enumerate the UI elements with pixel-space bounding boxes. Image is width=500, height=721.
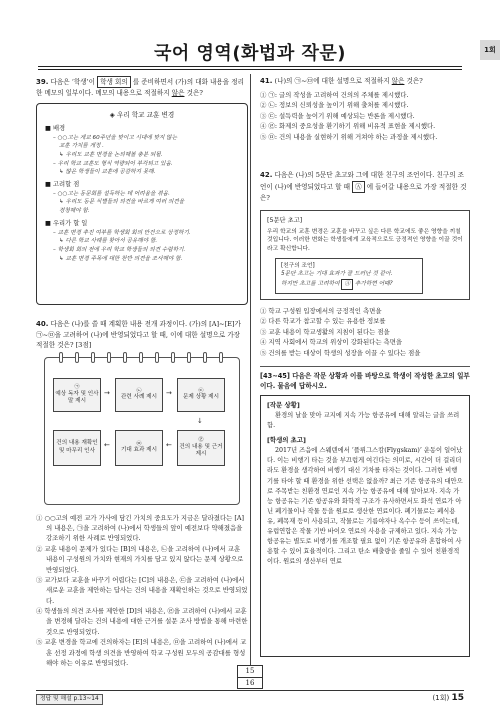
option[interactable]: ⑤ 교훈 변경을 학교에 건의하자는 [E]의 내용은, ㉤을 고려하여 (나)에서 교훈 선정 과정에 학생 의견을 반영하여 학교 구성원 모두의 공감대를 형성해야 하는 이유로 반영되었다. [36, 638, 247, 667]
title-rule [38, 66, 462, 67]
blank-marker: Ⓐ [341, 279, 353, 290]
boxed-term: 학생 회의 [97, 76, 131, 88]
question-number: 41. [260, 77, 273, 85]
advice-box [275, 258, 423, 294]
flow-diagram [44, 357, 240, 505]
q41-options [260, 90, 470, 142]
flow-mark: ㉠ [74, 383, 80, 390]
binder-ring [171, 352, 175, 363]
flow-step-label: 문제 상황 제시 [183, 394, 219, 401]
memo-line: 경청해야 함. [59, 208, 90, 215]
option[interactable]: ② ㉡: 정보의 신뢰성을 높이기 위해 출처를 제시했다. [260, 101, 409, 110]
page-header [0, 0, 500, 78]
memo-line: – ○○고는 동문회를 설득하는 데 어려움을 겪음. [53, 190, 170, 197]
advice-line [281, 279, 417, 290]
round-label: (1회) [432, 694, 450, 702]
arrow-left-icon: ← [166, 440, 172, 449]
answer-note: 정답 및 해설 p.13~14 [36, 694, 103, 705]
page-title: 국어 영역(화법과 작문) [154, 43, 346, 64]
option[interactable]: ② 다른 학교가 참고할 수 있는 유용한 정보를 [260, 317, 386, 326]
question-text: 에 들어갈 내용으로 가장 적절한 것은? [260, 182, 467, 203]
binder-ring [91, 352, 95, 363]
memo-line: ↳ 다른 학교 사례를 찾아서 공유해야 함. [59, 238, 158, 245]
option[interactable]: ③ 교훈 내용이 학교생활의 지침이 된다는 점을 [260, 327, 390, 336]
option[interactable]: ③ ㉢: 설득력을 높이기 위해 예상되는 반론을 제시했다. [260, 111, 415, 120]
blank-marker: Ⓐ [352, 181, 365, 193]
memo-line: – 교훈 변경 추진 여부를 학생회 회의 안건으로 상정하기. [53, 229, 191, 236]
memo-line: – 우리 학교 교훈도 형식 역량되어 부각되고 있음. [53, 160, 173, 167]
binder-ring [59, 352, 63, 363]
arrow-right-icon: → [104, 388, 110, 397]
emphasis-not: 않은 [171, 89, 185, 98]
left-column [36, 76, 248, 668]
question-39 [36, 76, 248, 99]
question-text: 것은? [186, 89, 203, 98]
footer-rule [36, 690, 464, 691]
advice-line: 5문단 초고는 기대 효과가 잘 드러난 것 같아. [281, 271, 393, 278]
binder-ring [139, 352, 143, 363]
option[interactable]: ⑤ 건의를 받는 대상이 학생의 성장을 이끌 수 있다는 점을 [260, 348, 421, 357]
option[interactable]: ① ○○고의 예전 교가 가사에 담긴 가치의 중요도가 지금은 달라졌다는 [A]의 내용은, ㉠을 고려하여 (나)에서 학생들의 앞이 예전보다 약해졌음을 강조하기 위한 사례로 반영되었다. [36, 513, 244, 543]
footer-page [433, 692, 464, 706]
memo-line: ↳ 교훈 변경 주목에 대한 찬반 의견을 조사해야 함. [59, 255, 183, 262]
memo-line: ↳ 우리도 동문 식별들의 의견을 바르게 여러 의견을 [59, 199, 185, 206]
round-tab: 1회 [480, 40, 500, 60]
question-text: 다음은 (나)를 쓸 때 계획한 내용 전개 과정이다. (가)의 [A]~[E]가 ㉠~㉤을 고려하여 (나)에 반영되었다고 할 때, 이에 대한 설명으로 가장 적절한 것은? [3점] [36, 319, 241, 350]
option[interactable]: ② 교훈 내용이 문제가 있다는 [B]의 내용은, ㉡을 고려하여 (나)에서 교훈 내용이 구성원의 가치와 현재의 가치를 담고 있지 않다는 문제 상황으로 반영되었다. [36, 544, 244, 574]
question-41 [260, 76, 470, 87]
question-number: 42. [260, 170, 273, 179]
flow-step-label: 기대 효과 제시 [121, 447, 157, 454]
question-text: 다음은 ‘학생’이 [50, 78, 96, 86]
situation-text: 환경의 날을 맞아 교지에 지속 가능 항공유에 대해 알리는 글을 쓰려 함. [267, 412, 460, 430]
draft-head: [학생의 초고] [267, 436, 306, 445]
arrow-right-icon: → [166, 388, 172, 397]
passage-box [260, 395, 470, 657]
question-40 [36, 319, 248, 351]
flow-mark: ㉡ [136, 387, 142, 394]
arrow-down-icon: ↓ [197, 416, 203, 425]
option[interactable]: ④ 지역 사회에서 학교의 위상이 강화된다는 측면을 [260, 338, 403, 347]
draft-box [260, 210, 470, 300]
memo-section-head: ■ 우리가 할 일 [45, 219, 88, 227]
flow-step-closing [53, 430, 101, 466]
draft-text: 2017년 즈음에 스웨덴에서 ‘플뤼그스캄(Flygskam)’ 운동이 일어났다. 이는 비행기 타는 것을 부끄럽게 여긴다는 의미로, 시간이 더 걸리더라도 환경을 생각하여 비행기 대신 기차를 타자는 것이다. 그러한 비행기를 타야 할 때 환경을 위한 선택은 없을까? 최근 기존 항공유의 대안으로 주목받는 친환경 연료인 지속 가능 항공유에 대해 알아보자. 지속 가능 항공유는 기존 항공유와 화학적 구조가 유사하면서도 화석 연료가 아닌 폐기물이나 작물 등을 원료로 생산한 연료이다. 폐기물로는 폐식용유, 폐목재 등이 사용되고, 작물로는 기름야자나 옥수수 등이 쓰이는데, 유럽연합은 작물 기반 바이오 연료의 사용을 규제하고 있다. 지속 가능 항공유는 별도로 비행기를 개조할 필요 없이 기존 항공유와 혼합하여 사용할 수 있어 효율적이다. 그리고 탄소 배출량을 줄일 수 있어 친환경적이다. 원료의 생산부터 연료 [267, 447, 463, 566]
question-42 [260, 170, 470, 204]
memo-line: – 학생회 회의 전에 우리 학교 학생들의 의견 수렴하기. [53, 246, 186, 253]
memo-section-head: ■ 고려할 점 [45, 181, 80, 189]
advice-text: 하지만 초고를 고려하여 [281, 281, 340, 288]
binder-ring [219, 352, 223, 363]
flow-mark: ㉤ [136, 440, 142, 447]
advice-title: [친구의 조언] [281, 262, 315, 269]
emphasis-not: 않은 [391, 77, 405, 85]
flow-step-proposal [177, 430, 225, 466]
flow-step-effect [115, 430, 163, 466]
question-text: (나)의 ㉠~㉤에 대한 설명으로 적절하지 [274, 77, 390, 85]
option[interactable]: ③ 교가보다 교훈을 바꾸기 어렵다는 [C]의 내용은, ㉢을 고려하여 (나)에서 새로운 교훈을 제안하는 답사는 건의 내용을 재확인하는 것으로 반영되었다. [36, 575, 248, 605]
right-column [260, 76, 470, 657]
page-bottom: 16 [238, 677, 262, 689]
binder-ring [155, 352, 159, 363]
advice-text: 추가하면 어때? [354, 281, 393, 288]
flow-step-label: 건의 내용 및 근거 제시 [179, 443, 223, 458]
title-rule-thin [38, 69, 462, 70]
binder-ring [75, 352, 79, 363]
binder-ring [107, 352, 111, 363]
flow-step-problem [177, 378, 225, 412]
question-number: 40. [36, 319, 49, 328]
page-number: 15 [451, 693, 464, 703]
memo-line: 교훈 가치를 개정 . [59, 143, 104, 150]
memo-box [36, 103, 248, 305]
set-instruction: [43~45] 다음은 작문 상황과 이를 바탕으로 학생이 작성한 초고의 일부이다. 물음에 답하시오. [260, 366, 470, 391]
draft-body: 우리 학교의 교훈 변경은 교훈을 바꾸고 싶은 다른 학교에도 좋은 영향을 끼칠 것입니다. 이러한 변화는 학생들에게 교육적으로도 긍정적인 영향을 이끌 것이라고 확신합니다. [267, 228, 463, 252]
flow-step-label: 관련 사례 제시 [121, 394, 157, 401]
flow-step-greeting [53, 378, 101, 412]
memo-line: ↳ 우리도 교훈 변경을 논의해볼 충분 되될. [59, 152, 163, 159]
flow-step-label: 건의 내용 재확인 및 마무리 인사 [56, 440, 98, 454]
draft-title: [5문단 초고] [267, 216, 303, 224]
flow-mark: ㉢ [198, 387, 204, 394]
flow-step-case [115, 378, 163, 412]
q42-options [260, 306, 470, 358]
memo-line: ↳ 많은 학생들이 교훈에 공감하지 못해. [59, 169, 156, 176]
option[interactable]: ④ 학생들의 의견 조사를 제안한 [D]의 내용은, ㉣을 고려하여 (나)에서 교훈을 변경해 달라는 건의 내용에 대한 근거를 설문 조사 방법을 통해 마련한 것으로 반영되었다. [36, 607, 248, 636]
option[interactable]: ⑤ ㉤: 건의 내용을 실현하기 위해 거쳐야 하는 과정을 제시했다. [260, 132, 438, 141]
page-top: 15 [245, 667, 255, 675]
question-text: 를 준비하면서 (가)의 대화 내용을 정리한 메모의 일부이다. 메모의 내용으로 적절하지 [36, 78, 244, 98]
memo-line: – ○○고는 개교 60주년을 맞이고 시대에 맞지 않는 [53, 134, 177, 141]
column-divider [250, 74, 251, 680]
question-text: 다음은 (나)의 5문단 초고와 그에 대한 친구의 조언이다. 친구의 조언이 (나)에 반영되었다고 할 때 [260, 170, 465, 191]
memo-title: ◈ 우리 학교 교훈 변경 [109, 110, 175, 119]
flow-step-label: 예상 독자 및 인사말 제시 [55, 390, 99, 405]
option[interactable]: ① ㉠: 글의 작성을 고려하여 건의의 주체를 제시했다. [260, 91, 409, 100]
binder-ring [203, 352, 207, 363]
option[interactable]: ④ ㉣: 화제의 중요성을 환기하기 위해 비유적 표현을 제시했다. [260, 122, 436, 131]
arrow-left-icon: ← [104, 440, 110, 449]
memo-section-head: ■ 배경 [45, 125, 66, 133]
question-text: 것은? [406, 77, 423, 85]
binder-ring [187, 352, 191, 363]
binder-ring [123, 352, 127, 363]
question-number: 39. [36, 78, 49, 86]
q40-options [36, 513, 248, 669]
situation-head: [작문 상황] [267, 401, 300, 410]
flow-mark: ㉣ [198, 436, 204, 443]
page-indicator [237, 665, 263, 689]
option[interactable]: ① 학교 구성원 입장에서의 긍정적인 측면을 [260, 307, 382, 316]
